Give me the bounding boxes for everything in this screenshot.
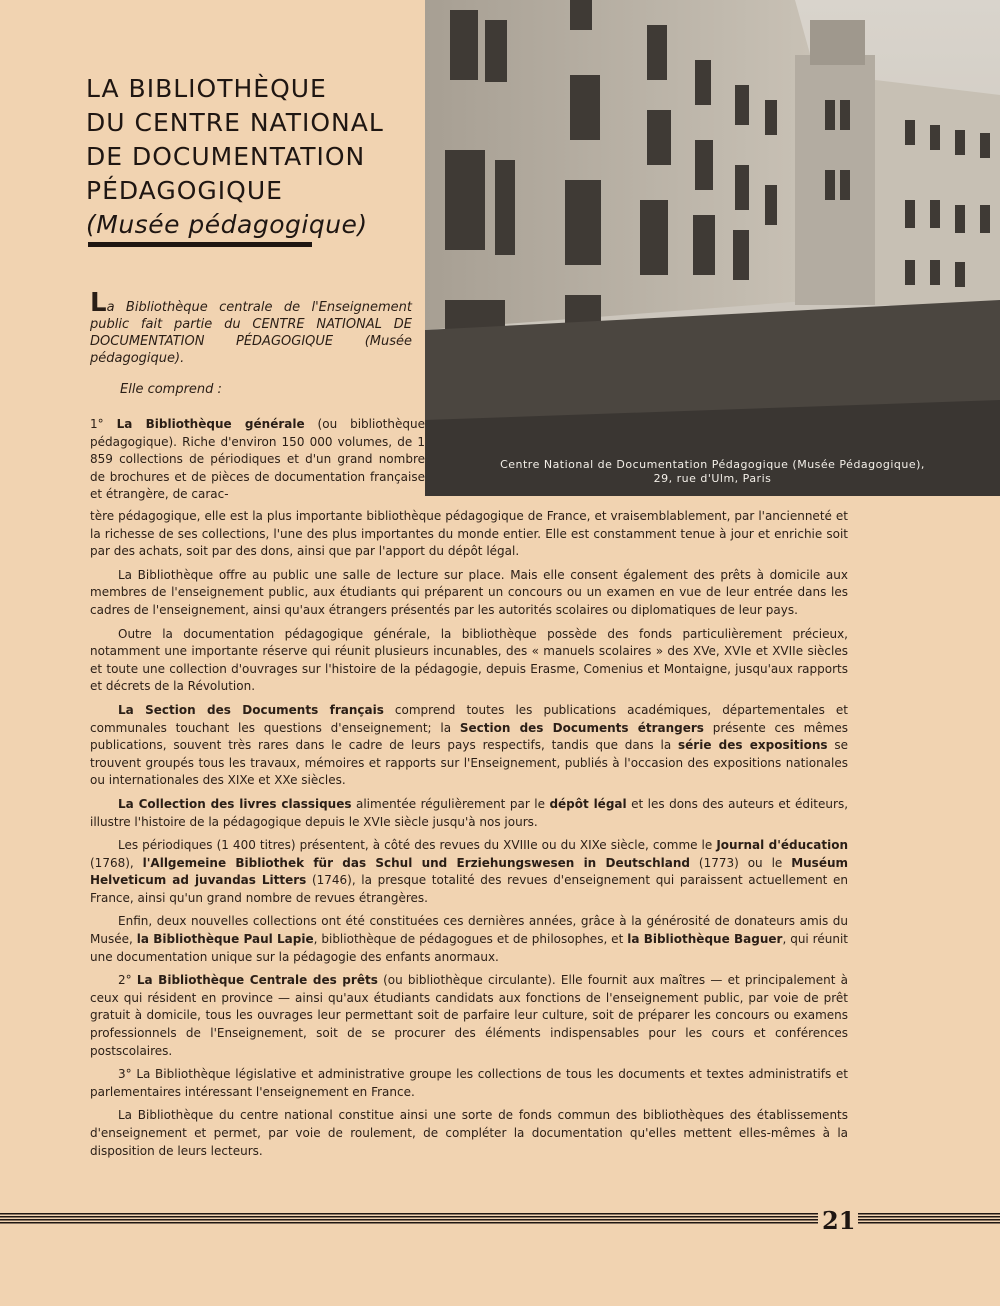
paragraph-7 (90, 913, 848, 966)
paragraph-6 (90, 837, 848, 907)
lead-paragraph (90, 288, 412, 367)
title-subtitle: (Musée pédagogique) (86, 210, 368, 239)
paragraph-1-column (90, 416, 425, 504)
article-body (90, 508, 848, 1166)
p4-bold-1: La Section des Documents français (118, 702, 384, 717)
p8-number: 2° (118, 973, 132, 988)
paragraph-3: Outre la documentation pédagogique générale, la bibliothèque possède des fonds particulièrement précieux, notamment une importante réserve qui réunit plusieurs incunables, des « manuels scolaires » des XVe, XVIe et XVIIe siècles et toute une collection d'ouvrages sur l'histoire de la pédagogie, depuis Erasme, Comenius et Montaigne, jusqu'aux rapports et décrets de la Révolution. (90, 626, 848, 694)
title-line-4: PÉDAGOGIQUE (86, 176, 283, 205)
footer-rule-right (858, 1213, 1000, 1225)
photo-caption (425, 458, 1000, 486)
page-number: 21 (822, 1206, 856, 1235)
p4-bold-3: série des expositions (678, 738, 828, 753)
building-illustration (425, 0, 1000, 496)
p7-text-1: Enfin, deux nouvelles collections ont été constituées ces dernières années, grâce à la générosité de donateurs amis du Musée, (90, 914, 848, 947)
paragraph-4 (90, 702, 848, 790)
lead-text: a Bibliothèque centrale de l'Enseignement public fait partie du CENTRE NATIONAL DE DOCUMENTATION PÉDAGOGIQUE (Musée pédagogique). (90, 300, 412, 366)
paragraph-2: La Bibliothèque offre au public une salle de lecture sur place. Mais elle consent également des prêts à domicile aux membres de l'enseignement public, aux étudiants qui préparent un concours ou un examen en vue de leur entrée dans les cadres de l'enseignement, ainsi qu'aux étrangers présentés par les autorités scolaires ou diplomatiques de leur pays. (90, 567, 848, 617)
p5-bold-1: La Collection des livres classiques (118, 796, 352, 811)
p6-text-1: Les périodiques (1 400 titres) présentent, à côté des revues du XVIIIe ou du XIXe siècle, comme le (118, 838, 717, 853)
page-title (86, 72, 416, 242)
p6-bold-3: Muséum Helveticum ad juvandas Litters (90, 855, 848, 888)
p5-text-1: alimentée régulièrement par le (351, 796, 550, 811)
p4-text-2: présente ces mêmes publications, souvent très rares dans le cadre de leurs pays respectifs, tandis que dans la (90, 720, 848, 753)
p1-column-text: (ou bibliothèque pédagogique). Riche d'environ 150 000 volumes, de 1 859 collections de périodiques et d'un grand nombre de brochures et de pièces de documentation française et étrangère, de carac- (90, 417, 425, 502)
p7-bold-2: la Bibliothèque Baguer (627, 932, 783, 947)
p6-text-4: (1746), la presque totalité des revues d'enseignement qui paraissent actuellement en France, ainsi qu'un grand nombre de revues étrangères. (90, 873, 848, 905)
p5-text-2: et les dons des auteurs et éditeurs, illustre l'histoire de la pédagogique depuis le XVIe siècle jusqu'à nos jours. (90, 796, 849, 829)
paragraph-8 (90, 972, 848, 1060)
p1-number: 1° (90, 417, 104, 431)
caption-line-2: 29, rue d'Ulm, Paris (653, 472, 772, 485)
footer-rule-left (0, 1213, 818, 1225)
page-footer (0, 1206, 1000, 1235)
paragraph-10: La Bibliothèque du centre national constitue ainsi une sorte de fonds commun des bibliothèques des établissements d'enseignement et permet, par voie de roulement, de compléter la documentation qu'elles mettent elles-mêmes à la disposition de leurs lecteurs. (90, 1108, 848, 1158)
caption-line-1: Centre National de Documentation Pédagogique (Musée Pédagogique), (500, 458, 925, 471)
paragraph-9: 3° La Bibliothèque législative et administrative groupe les collections de tous les documents et textes administratifs et parlementaires intéressant l'enseignement en France. (90, 1067, 848, 1099)
p1-continued: tère pédagogique, elle est la plus importante bibliothèque pédagogique de France, et vraisemblablement, par l'ancienneté et la richesse de ses collections, l'une des plus importantes du monde entier. Elle est constamment tenue à jour et enrichie soit par des achats, soit par des dons, ainsi que par l'apport du dépôt légal. (90, 509, 848, 559)
p7-bold-1: la Bibliothèque Paul Lapie (136, 932, 314, 947)
drop-cap: L (90, 288, 107, 318)
building-photo (425, 0, 1000, 496)
p7-text-2: , bibliothèque de pédagogues et de philosophes, et (313, 932, 628, 947)
p4-bold-2: Section des Documents étrangers (459, 720, 704, 735)
lead-tail: Elle comprend : (120, 382, 222, 397)
title-line-1: LA BIBLIOTHÈQUE (86, 74, 327, 103)
p4-text-1: comprend toutes les publications académiques, départementales et communales touchant les questions d'enseignement; la (90, 702, 849, 735)
title-underline (88, 242, 312, 247)
p6-bold-2: l'Allgemeine Bibliothek für das Schul und Erziehungswesen in Deutschland (142, 855, 691, 870)
p5-bold-2: dépôt légal (549, 796, 627, 811)
paragraph-5 (90, 796, 848, 831)
p8-bold-1: La Bibliothèque Centrale des prêts (136, 973, 378, 988)
title-line-3: DE DOCUMENTATION (86, 142, 366, 171)
p6-bold-1: Journal d'éducation (716, 838, 849, 853)
p7-text-3: , qui réunit une documentation unique sur la pédagogie des enfants anormaux. (90, 932, 848, 964)
p8-text-1: (ou bibliothèque circulante). Elle fournit aux maîtres — et principalement à ceux qui résident en province — ainsi qu'aux étudiants candidats aux fonctions de l'enseignement public, par voie de prêt gratuit à domicile, tous les ouvrages leur permettant soit de parfaire leur culture, soit de préparer les concours ou examens professionnels de l'Enseignement, soit de se procurer des éléments indispensables pour les cours et conférences postscolaires. (90, 973, 848, 1058)
p4-text-3: se trouvent groupés tous les travaux, mémoires et rapports sur l'Enseignement, publiés à l'occasion des expositions nationales ou internationales des XIXe et XXe siècles. (90, 738, 848, 788)
p6-text-3: (1773) ou le (690, 855, 792, 870)
title-line-2: DU CENTRE NATIONAL (86, 108, 384, 137)
p6-text-2: (1768), (90, 855, 143, 870)
p1-bold: La Bibliothèque générale (116, 417, 305, 431)
